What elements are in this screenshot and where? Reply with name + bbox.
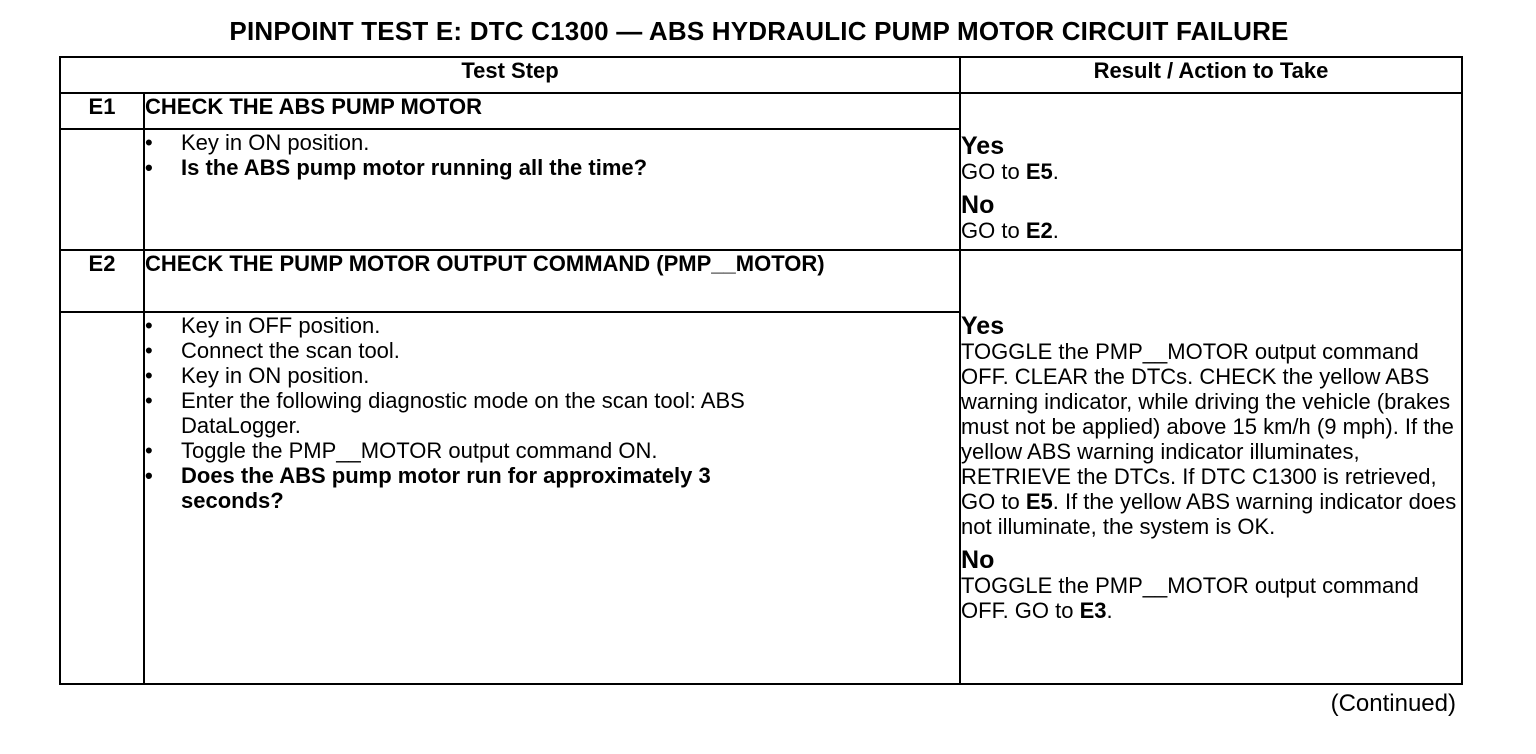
step-title-e1: CHECK THE ABS PUMP MOTOR <box>144 93 960 129</box>
answer-no-label: No <box>961 546 995 574</box>
step-e2-title-row <box>60 250 1462 312</box>
step-id-e1: E1 <box>60 93 144 129</box>
step-reference: E5 <box>1025 159 1053 184</box>
step-reference: E2 <box>1025 218 1053 243</box>
step-question: • Is the ABS pump motor running all the time? <box>145 155 959 180</box>
answer-no-label: No <box>961 191 995 219</box>
answer-no-text: TOGGLE the PMP__MOTOR output command OFF. GO to E3. <box>961 573 1419 623</box>
header-result-action: Result / Action to Take <box>960 57 1462 93</box>
step-item: • Enter the following diagnostic mode on the scan tool: ABS DataLogger. <box>145 388 959 438</box>
step-id-spacer <box>60 312 144 684</box>
answer-yes-label: Yes <box>961 132 1005 160</box>
answer-yes-text: TOGGLE the PMP__MOTOR output command OFF. CLEAR the DTCs. CHECK the yellow ABS warning indicator, while driving the vehicle (brakes must not be applied) above 15 km/h (9 mph). If the yellow ABS warning indicator illuminates, RETRIEVE the DTCs. If DTC C1300 is retrieved, GO to E5. If the yellow ABS warning indicator does not illuminate, the system is OK. <box>961 339 1457 539</box>
step-item: • Toggle the PMP__MOTOR output command ON. <box>145 438 959 463</box>
step-reference: E5 <box>1025 489 1053 514</box>
step-body-e1 <box>144 129 960 250</box>
step-id-spacer <box>60 129 144 250</box>
step-title-e2: CHECK THE PUMP MOTOR OUTPUT COMMAND (PMP__MOTOR) <box>144 250 960 312</box>
step-question: • Does the ABS pump motor run for approximately 3 seconds? <box>145 463 959 513</box>
answer-no-text: GO to E2. <box>961 218 1059 243</box>
step-item: • Connect the scan tool. <box>145 338 959 363</box>
step-item: • Key in OFF position. <box>145 313 959 338</box>
step-id-e2: E2 <box>60 250 144 312</box>
header-test-step: Test Step <box>60 57 960 93</box>
page-title: PINPOINT TEST E: DTC C1300 — ABS HYDRAULIC PUMP MOTOR CIRCUIT FAILURE <box>229 16 1289 46</box>
continued-label: (Continued) <box>1330 690 1456 717</box>
step-e1-checklist <box>145 130 959 180</box>
result-cell-e1 <box>960 93 1462 250</box>
answer-yes-text: GO to E5. <box>961 159 1059 184</box>
result-cell-e2 <box>960 250 1462 684</box>
step-body-e2 <box>144 312 960 684</box>
answer-yes-e2 <box>961 313 1461 539</box>
table-header-row <box>60 57 1462 93</box>
pinpoint-test-table <box>59 56 1463 685</box>
answer-yes-label: Yes <box>961 312 1005 340</box>
step-e2-checklist <box>145 313 959 513</box>
step-item: • Key in ON position. <box>145 130 959 155</box>
answer-no-e1 <box>961 192 1461 243</box>
step-item: • Key in ON position. <box>145 363 959 388</box>
step-reference: E3 <box>1079 598 1107 623</box>
step-e1-title-row <box>60 93 1462 129</box>
answer-yes-e1 <box>961 133 1461 184</box>
answer-no-e2 <box>961 547 1461 623</box>
